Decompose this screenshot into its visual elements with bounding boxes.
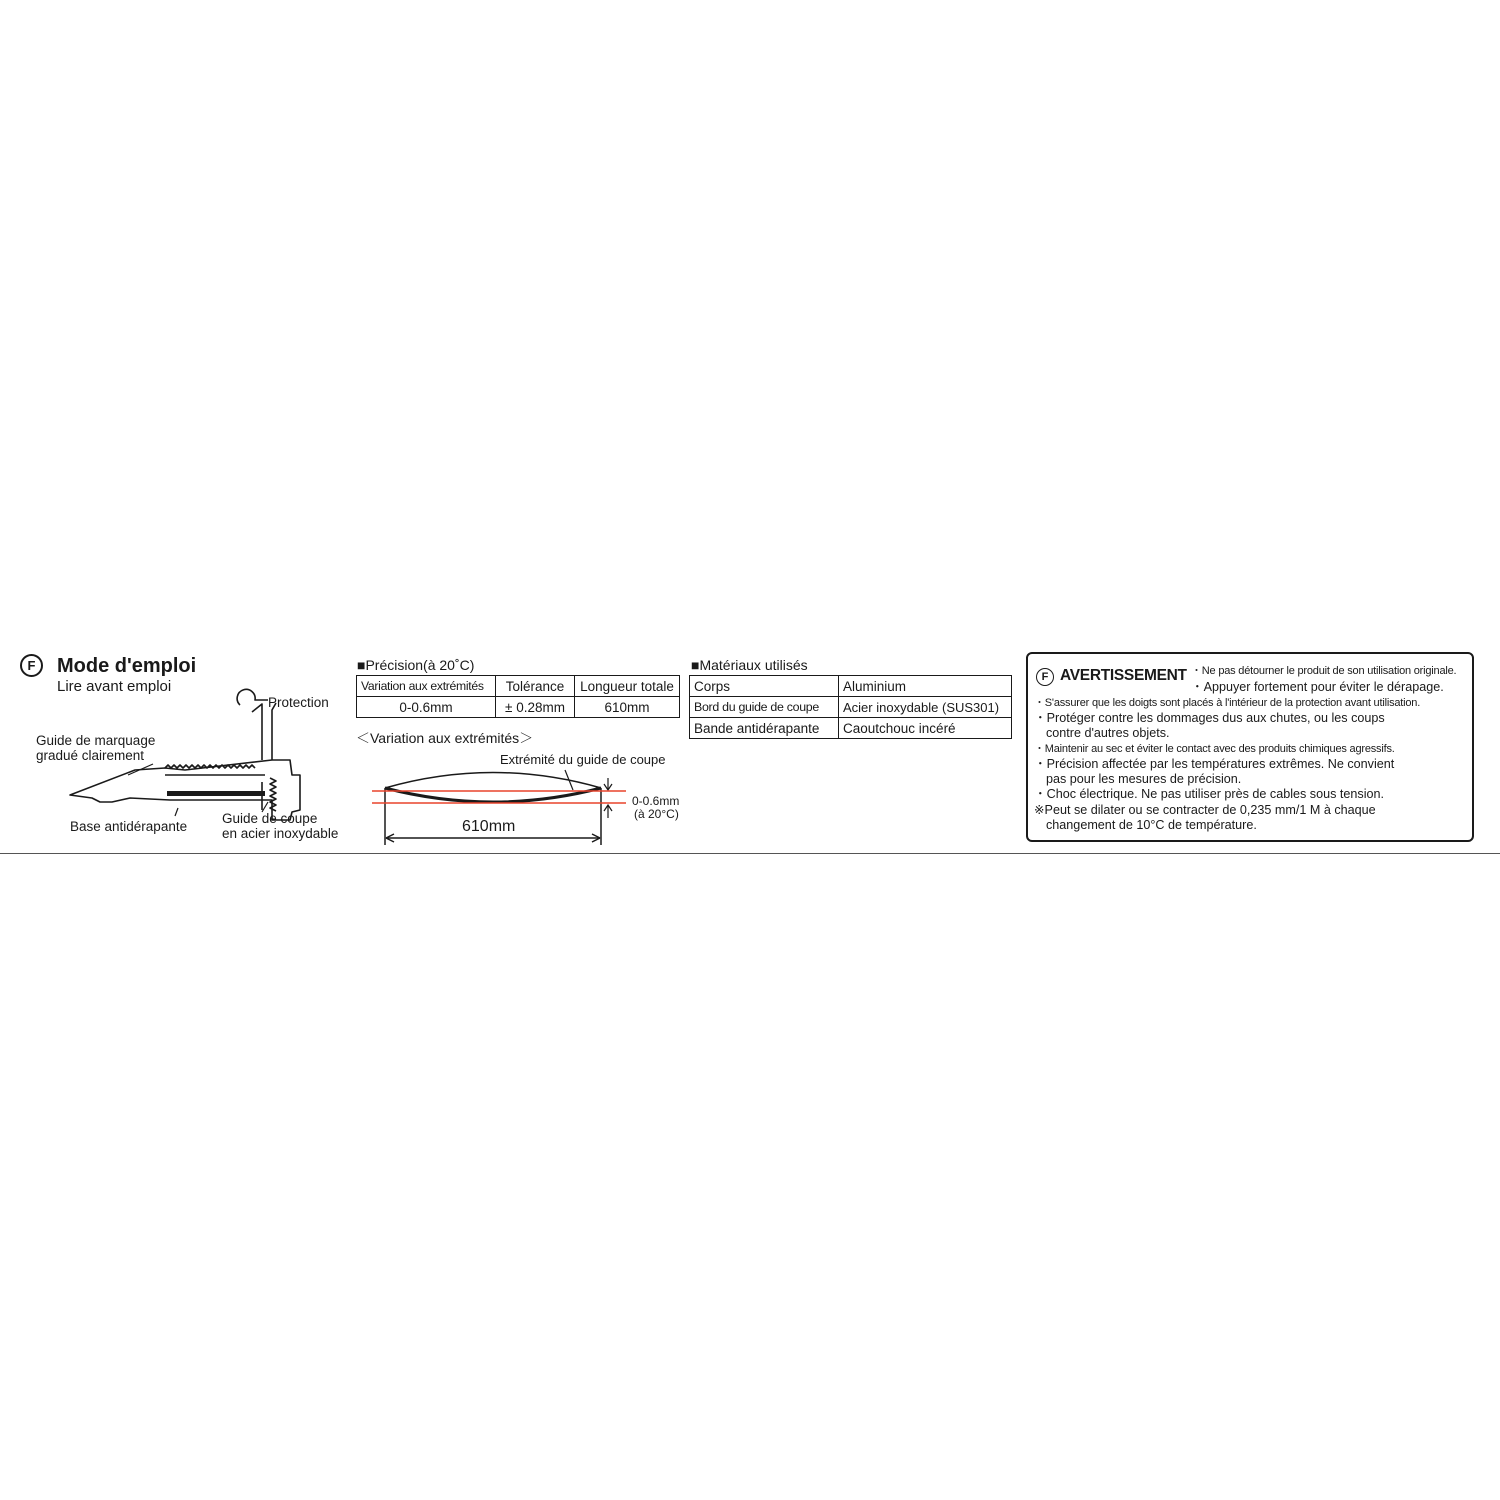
mode-subtitle: Lire avant emploi xyxy=(57,678,172,695)
warning-line: pas pour les mesures de précision. xyxy=(1046,772,1242,786)
material-part: Bande antidérapante xyxy=(690,718,839,739)
label-guide-coupe-2: en acier inoxydable xyxy=(222,826,339,841)
precision-header: Tolérance xyxy=(496,676,575,697)
warning-title: AVERTISSEMENT xyxy=(1060,667,1187,684)
materials-table xyxy=(689,675,1012,739)
mode-badge: F xyxy=(20,654,43,677)
warning-line: ・Appuyer fortement pour éviter le dérapage. xyxy=(1191,680,1444,694)
label-base: Base antidérapante xyxy=(70,819,188,834)
mode-title: Mode d'emploi xyxy=(57,655,197,677)
material-part: Bord du guide de coupe xyxy=(690,697,839,718)
label-protection: Protection xyxy=(268,695,329,710)
warning-line: ・Protéger contre les dommages dus aux chutes, ou les coups xyxy=(1034,711,1385,725)
warning-line: ・Précision affectée par les températures extrêmes. Ne convient xyxy=(1034,757,1395,771)
bottom-divider xyxy=(0,853,1500,854)
warning-line: ・Maintenir au sec et éviter le contact avec des produits chimiques agressifs. xyxy=(1034,743,1395,755)
warning-badge: F xyxy=(1036,668,1054,686)
range-label: 0-0.6mm xyxy=(632,794,680,808)
warning-line: ・Ne pas détourner le produit de son utilisation originale. xyxy=(1191,665,1457,677)
label-guide-coupe-1: Guide de coupe xyxy=(222,811,318,826)
warning-line: contre d'autres objets. xyxy=(1046,726,1170,740)
warning-line: ※Peut se dilater ou se contracter de 0,235 mm/1 M à chaque xyxy=(1034,803,1376,817)
precision-cell: 0-0.6mm xyxy=(357,697,496,718)
precision-title: ■Précision(à 20˚C) xyxy=(357,657,475,673)
length-label: 610mm xyxy=(462,818,516,835)
material-value: Acier inoxydable (SUS301) xyxy=(839,697,1012,718)
material-part: Corps xyxy=(690,676,839,697)
material-value: Caoutchouc incéré xyxy=(839,718,1012,739)
label-guide-marquage-2: gradué clairement xyxy=(36,748,145,763)
edge-label: Extrémité du guide de coupe xyxy=(500,752,666,767)
variation-title: ＜Variation aux extrémités＞ xyxy=(356,730,534,746)
precision-cell: 610mm xyxy=(575,697,680,718)
temp-label: (à 20°C) xyxy=(634,807,679,821)
warning-line: changement de 10°C de température. xyxy=(1046,818,1257,832)
precision-header: Longueur totale xyxy=(575,676,680,697)
warning-line: ・S'assurer que les doigts sont placés à l'intérieur de la protection avant utilisation. xyxy=(1034,697,1421,709)
warning-line: ・Choc électrique. Ne pas utiliser près de cables sous tension. xyxy=(1034,787,1385,801)
materials-title: ■Matériaux utilisés xyxy=(691,657,808,673)
material-value: Aluminium xyxy=(839,676,1012,697)
warning-box xyxy=(1026,652,1474,842)
precision-header: Variation aux extrémités xyxy=(357,676,496,697)
precision-cell: ± 0.28mm xyxy=(496,697,575,718)
label-guide-marquage-1: Guide de marquage xyxy=(36,733,156,748)
